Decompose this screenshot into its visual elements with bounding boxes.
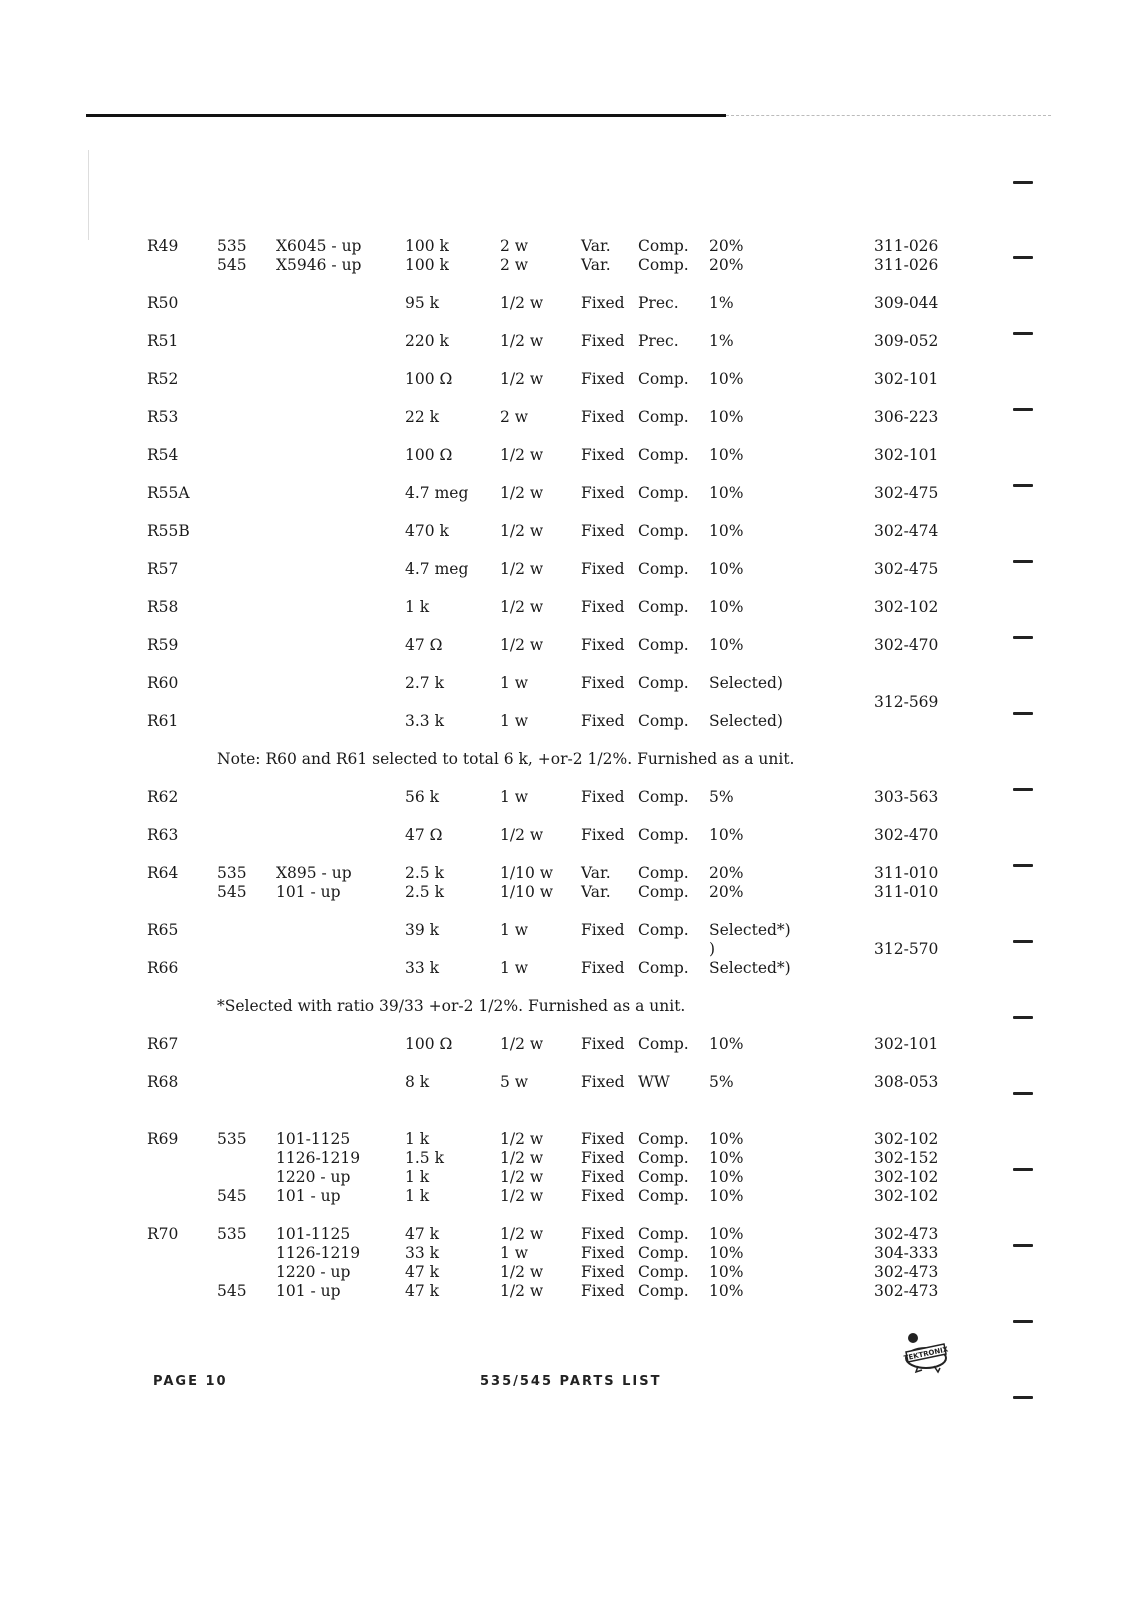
resistor-material: Comp. <box>638 237 689 255</box>
resistor-kind: Fixed <box>581 560 625 578</box>
serial-range: 1126-1219 <box>276 1149 361 1167</box>
wattage: 1/2 w <box>500 522 544 540</box>
resistance-value: 220 k <box>405 332 449 350</box>
resistor-material: Comp. <box>638 1149 689 1167</box>
resistance-value: 1 k <box>405 598 430 616</box>
tolerance: 10% <box>709 636 744 654</box>
resistance-value: 47 k <box>405 1225 440 1243</box>
tolerance: 5% <box>709 788 734 806</box>
tolerance: Selected*) <box>709 921 791 939</box>
ref-designator: R68 <box>147 1073 179 1091</box>
part-number: 311-026 <box>874 256 939 274</box>
part-number: 309-044 <box>874 294 939 312</box>
table-row <box>0 598 1131 617</box>
resistor-material: Comp. <box>638 256 689 274</box>
tolerance: 10% <box>709 446 744 464</box>
margin-tick <box>1013 940 1033 943</box>
resistance-value: 47 Ω <box>405 636 443 654</box>
resistor-kind: Fixed <box>581 294 625 312</box>
tolerance: Selected) <box>709 712 783 730</box>
resistance-value: 1.5 k <box>405 1149 444 1167</box>
ref-designator: R59 <box>147 636 179 654</box>
resistor-material: Comp. <box>638 864 689 882</box>
table-row <box>0 294 1131 313</box>
wattage: 1/2 w <box>500 1149 544 1167</box>
resistor-kind: Fixed <box>581 1263 625 1281</box>
ref-designator: R55A <box>147 484 190 502</box>
resistor-material: Comp. <box>638 1282 689 1300</box>
wattage: 1/2 w <box>500 1187 544 1205</box>
wattage: 1 w <box>500 1244 529 1262</box>
part-number: 302-152 <box>874 1149 939 1167</box>
table-row <box>0 1168 1131 1187</box>
serial-range: 1220 - up <box>276 1263 351 1281</box>
resistance-value: 4.7 meg <box>405 484 469 502</box>
table-row <box>0 883 1131 902</box>
resistor-material: Prec. <box>638 332 679 350</box>
tolerance: 10% <box>709 1149 744 1167</box>
table-row <box>0 560 1131 579</box>
wattage: 1/2 w <box>500 1282 544 1300</box>
tolerance: 10% <box>709 560 744 578</box>
resistor-material: Comp. <box>638 1244 689 1262</box>
resistor-material: Comp. <box>638 712 689 730</box>
table-row <box>0 256 1131 275</box>
table-row <box>0 826 1131 845</box>
wattage: 1/2 w <box>500 484 544 502</box>
table-row <box>0 1035 1131 1054</box>
resistor-material: WW <box>638 1073 670 1091</box>
wattage: 1/2 w <box>500 332 544 350</box>
resistor-kind: Fixed <box>581 522 625 540</box>
resistor-material: Comp. <box>638 674 689 692</box>
resistance-value: 470 k <box>405 522 449 540</box>
resistor-material: Comp. <box>638 1035 689 1053</box>
margin-tick <box>1013 1320 1033 1323</box>
serial-range: 101 - up <box>276 883 341 901</box>
table-row <box>0 636 1131 655</box>
tolerance: 10% <box>709 370 744 388</box>
part-number: 311-026 <box>874 237 939 255</box>
resistance-value: 56 k <box>405 788 440 806</box>
ref-designator: R70 <box>147 1225 179 1243</box>
table-row <box>0 788 1131 807</box>
resistor-material: Comp. <box>638 1225 689 1243</box>
wattage: 5 w <box>500 1073 529 1091</box>
margin-tick <box>1013 181 1033 184</box>
resistor-kind: Fixed <box>581 674 625 692</box>
resistance-value: 3.3 k <box>405 712 444 730</box>
resistance-value: 8 k <box>405 1073 430 1091</box>
part-number: 302-473 <box>874 1282 939 1300</box>
wattage: 1/2 w <box>500 446 544 464</box>
resistance-value: 100 k <box>405 256 449 274</box>
part-number: 308-053 <box>874 1073 939 1091</box>
resistor-kind: Fixed <box>581 826 625 844</box>
tolerance: 10% <box>709 598 744 616</box>
resistor-kind: Fixed <box>581 712 625 730</box>
resistance-value: 95 k <box>405 294 440 312</box>
part-number: 304-333 <box>874 1244 939 1262</box>
part-number: 302-101 <box>874 370 939 388</box>
wattage: 1/2 w <box>500 370 544 388</box>
resistor-kind: Var. <box>581 237 611 255</box>
ref-designator: R55B <box>147 522 190 540</box>
resistor-material: Comp. <box>638 484 689 502</box>
resistor-kind: Var. <box>581 864 611 882</box>
part-number: 306-223 <box>874 408 939 426</box>
resistance-value: 1 k <box>405 1168 430 1186</box>
part-number: 311-010 <box>874 864 939 882</box>
table-row <box>0 484 1131 503</box>
wattage: 1/2 w <box>500 294 544 312</box>
note-text: Note: R60 and R61 selected to total 6 k, +or-2 1/2%. Furnished as a unit. <box>217 750 795 768</box>
note-text: *Selected with ratio 39/33 +or-2 1/2%. Furnished as a unit. <box>217 997 686 1015</box>
resistance-value: 47 k <box>405 1263 440 1281</box>
table-row <box>0 408 1131 427</box>
model-number: 535 <box>217 1130 247 1148</box>
table-row <box>0 237 1131 256</box>
table-row <box>0 1130 1131 1149</box>
part-number: 309-052 <box>874 332 939 350</box>
tolerance: 10% <box>709 826 744 844</box>
serial-range: 101-1125 <box>276 1225 351 1243</box>
tolerance: 20% <box>709 256 744 274</box>
resistor-material: Comp. <box>638 408 689 426</box>
part-number: 311-010 <box>874 883 939 901</box>
ref-designator: R49 <box>147 237 179 255</box>
resistor-kind: Fixed <box>581 446 625 464</box>
part-number: 302-475 <box>874 484 939 502</box>
model-number: 545 <box>217 1187 247 1205</box>
resistor-material: Comp. <box>638 522 689 540</box>
table-row <box>0 940 1131 959</box>
table-row <box>0 921 1131 940</box>
resistor-material: Comp. <box>638 883 689 901</box>
table-row <box>0 1263 1131 1282</box>
resistance-value: 2.7 k <box>405 674 444 692</box>
margin-tick <box>1013 408 1033 411</box>
resistor-material: Comp. <box>638 921 689 939</box>
resistance-value: 33 k <box>405 959 440 977</box>
resistor-kind: Fixed <box>581 484 625 502</box>
logo-text: TEKTRONIX <box>903 1345 949 1363</box>
resistor-kind: Fixed <box>581 332 625 350</box>
tolerance: 10% <box>709 1263 744 1281</box>
tolerance: 10% <box>709 1187 744 1205</box>
ref-designator: R53 <box>147 408 179 426</box>
wattage: 1/2 w <box>500 1130 544 1148</box>
part-number: 302-102 <box>874 1187 939 1205</box>
resistor-material: Comp. <box>638 560 689 578</box>
tolerance: 10% <box>709 1225 744 1243</box>
margin-tick <box>1013 1396 1033 1399</box>
resistor-material: Comp. <box>638 1263 689 1281</box>
resistor-kind: Fixed <box>581 1282 625 1300</box>
resistance-value: 4.7 meg <box>405 560 469 578</box>
wattage: 1/2 w <box>500 560 544 578</box>
table-row <box>0 674 1131 693</box>
ref-designator: R69 <box>147 1130 179 1148</box>
tolerance: 20% <box>709 864 744 882</box>
ref-designator: R58 <box>147 598 179 616</box>
ref-designator: R51 <box>147 332 179 350</box>
part-number: 302-102 <box>874 1130 939 1148</box>
margin-tick <box>1013 256 1033 259</box>
ref-designator: R50 <box>147 294 179 312</box>
resistance-value: 2.5 k <box>405 864 444 882</box>
ref-designator: R62 <box>147 788 179 806</box>
ref-designator: R65 <box>147 921 179 939</box>
part-number: 312-569 <box>874 693 939 711</box>
wattage: 1/10 w <box>500 864 554 882</box>
resistance-value: 1 k <box>405 1187 430 1205</box>
tolerance: 1% <box>709 294 734 312</box>
margin-tick <box>1013 484 1033 487</box>
part-number: 302-475 <box>874 560 939 578</box>
resistance-value: 47 Ω <box>405 826 443 844</box>
tolerance: 20% <box>709 237 744 255</box>
resistor-material: Comp. <box>638 446 689 464</box>
table-row <box>0 522 1131 541</box>
wattage: 2 w <box>500 408 529 426</box>
wattage: 1 w <box>500 921 529 939</box>
table-row <box>0 959 1131 978</box>
part-number: 303-563 <box>874 788 939 806</box>
resistance-value: 22 k <box>405 408 440 426</box>
part-number: 302-470 <box>874 636 939 654</box>
tolerance: 10% <box>709 1282 744 1300</box>
part-number: 302-101 <box>874 1035 939 1053</box>
wattage: 1 w <box>500 674 529 692</box>
resistor-kind: Var. <box>581 883 611 901</box>
wattage: 1/2 w <box>500 636 544 654</box>
resistor-kind: Fixed <box>581 1187 625 1205</box>
ref-designator: R61 <box>147 712 179 730</box>
model-number: 535 <box>217 237 247 255</box>
model-number: 545 <box>217 256 247 274</box>
resistor-kind: Fixed <box>581 598 625 616</box>
tolerance: Selected) <box>709 674 783 692</box>
margin-tick <box>1013 1168 1033 1171</box>
resistor-kind: Fixed <box>581 921 625 939</box>
wattage: 1/2 w <box>500 1168 544 1186</box>
margin-tick <box>1013 332 1033 335</box>
resistor-material: Comp. <box>638 788 689 806</box>
document-title: 535/545 PARTS LIST <box>480 1374 662 1389</box>
resistor-material: Comp. <box>638 598 689 616</box>
resistance-value: 33 k <box>405 1244 440 1262</box>
part-number: 302-102 <box>874 598 939 616</box>
ref-designator: R67 <box>147 1035 179 1053</box>
table-row <box>0 712 1131 731</box>
table-row <box>0 1282 1131 1301</box>
part-number: 302-473 <box>874 1225 939 1243</box>
resistor-material: Prec. <box>638 294 679 312</box>
margin-tick <box>1013 1016 1033 1019</box>
margin-tick <box>1013 1244 1033 1247</box>
resistor-kind: Fixed <box>581 636 625 654</box>
resistance-value: 100 k <box>405 237 449 255</box>
ref-designator: R66 <box>147 959 179 977</box>
ref-designator: R54 <box>147 446 179 464</box>
wattage: 1 w <box>500 959 529 977</box>
table-row <box>0 864 1131 883</box>
serial-range: 101 - up <box>276 1187 341 1205</box>
wattage: 1/2 w <box>500 826 544 844</box>
resistor-kind: Fixed <box>581 408 625 426</box>
ref-designator: R64 <box>147 864 179 882</box>
tolerance: 10% <box>709 484 744 502</box>
resistor-kind: Fixed <box>581 1225 625 1243</box>
resistor-material: Comp. <box>638 1168 689 1186</box>
wattage: 1/2 w <box>500 1035 544 1053</box>
table-row <box>0 1244 1131 1263</box>
serial-range: 101-1125 <box>276 1130 351 1148</box>
margin-tick <box>1013 788 1033 791</box>
tolerance: 20% <box>709 883 744 901</box>
serial-range: 1126-1219 <box>276 1244 361 1262</box>
table-row <box>0 1073 1131 1092</box>
model-number: 535 <box>217 1225 247 1243</box>
tolerance: Selected*) <box>709 959 791 977</box>
table-row <box>0 1187 1131 1206</box>
note-r60-r61 <box>0 750 1131 769</box>
tolerance: 10% <box>709 1130 744 1148</box>
margin-tick <box>1013 636 1033 639</box>
resistor-kind: Fixed <box>581 1168 625 1186</box>
model-number: 545 <box>217 1282 247 1300</box>
table-row <box>0 693 1131 712</box>
margin-tick <box>1013 1092 1033 1095</box>
table-row <box>0 446 1131 465</box>
tolerance: 10% <box>709 1035 744 1053</box>
resistance-value: 1 k <box>405 1130 430 1148</box>
resistor-kind: Fixed <box>581 959 625 977</box>
table-row <box>0 1225 1131 1244</box>
table-row <box>0 332 1131 351</box>
part-number: 302-101 <box>874 446 939 464</box>
tektronix-logo <box>900 1330 950 1374</box>
resistance-value: 100 Ω <box>405 370 453 388</box>
part-number: 302-470 <box>874 826 939 844</box>
margin-tick <box>1013 712 1033 715</box>
resistance-value: 100 Ω <box>405 446 453 464</box>
serial-range: 1220 - up <box>276 1168 351 1186</box>
resistance-value: 100 Ω <box>405 1035 453 1053</box>
resistor-kind: Fixed <box>581 370 625 388</box>
page-number: PAGE 10 <box>153 1374 228 1389</box>
tolerance: 10% <box>709 522 744 540</box>
part-number: 312-570 <box>874 940 939 958</box>
resistor-kind: Fixed <box>581 788 625 806</box>
resistor-material: Comp. <box>638 1187 689 1205</box>
resistor-kind: Fixed <box>581 1035 625 1053</box>
tolerance: 10% <box>709 1244 744 1262</box>
part-number: 302-473 <box>874 1263 939 1281</box>
resistor-kind: Fixed <box>581 1073 625 1091</box>
wattage: 2 w <box>500 256 529 274</box>
resistor-kind: Fixed <box>581 1244 625 1262</box>
resistance-value: 47 k <box>405 1282 440 1300</box>
serial-range: 101 - up <box>276 1282 341 1300</box>
table-row <box>0 370 1131 389</box>
wattage: 1/2 w <box>500 1263 544 1281</box>
wattage: 1 w <box>500 788 529 806</box>
ref-designator: R52 <box>147 370 179 388</box>
resistance-value: 39 k <box>405 921 440 939</box>
model-number: 535 <box>217 864 247 882</box>
serial-range: X6045 - up <box>276 237 362 255</box>
ref-designator: R60 <box>147 674 179 692</box>
resistance-value: 2.5 k <box>405 883 444 901</box>
wattage: 1/2 w <box>500 1225 544 1243</box>
wattage: 1/10 w <box>500 883 554 901</box>
tolerance: 10% <box>709 408 744 426</box>
part-number: 302-474 <box>874 522 939 540</box>
serial-range: X895 - up <box>276 864 352 882</box>
wattage: 2 w <box>500 237 529 255</box>
margin-tick <box>1013 864 1033 867</box>
resistor-kind: Fixed <box>581 1130 625 1148</box>
resistor-material: Comp. <box>638 959 689 977</box>
resistor-kind: Fixed <box>581 1149 625 1167</box>
wattage: 1/2 w <box>500 598 544 616</box>
resistor-material: Comp. <box>638 636 689 654</box>
part-number: 302-102 <box>874 1168 939 1186</box>
ref-designator: R63 <box>147 826 179 844</box>
tolerance: ) <box>709 940 716 958</box>
serial-range: X5946 - up <box>276 256 362 274</box>
resistor-material: Comp. <box>638 1130 689 1148</box>
ref-designator: R57 <box>147 560 179 578</box>
wattage: 1 w <box>500 712 529 730</box>
margin-tick <box>1013 560 1033 563</box>
resistor-kind: Var. <box>581 256 611 274</box>
note-r65-r66 <box>0 997 1131 1016</box>
table-row <box>0 1149 1131 1168</box>
tolerance: 10% <box>709 1168 744 1186</box>
resistor-material: Comp. <box>638 826 689 844</box>
resistor-material: Comp. <box>638 370 689 388</box>
tolerance: 1% <box>709 332 734 350</box>
tolerance: 5% <box>709 1073 734 1091</box>
model-number: 545 <box>217 883 247 901</box>
